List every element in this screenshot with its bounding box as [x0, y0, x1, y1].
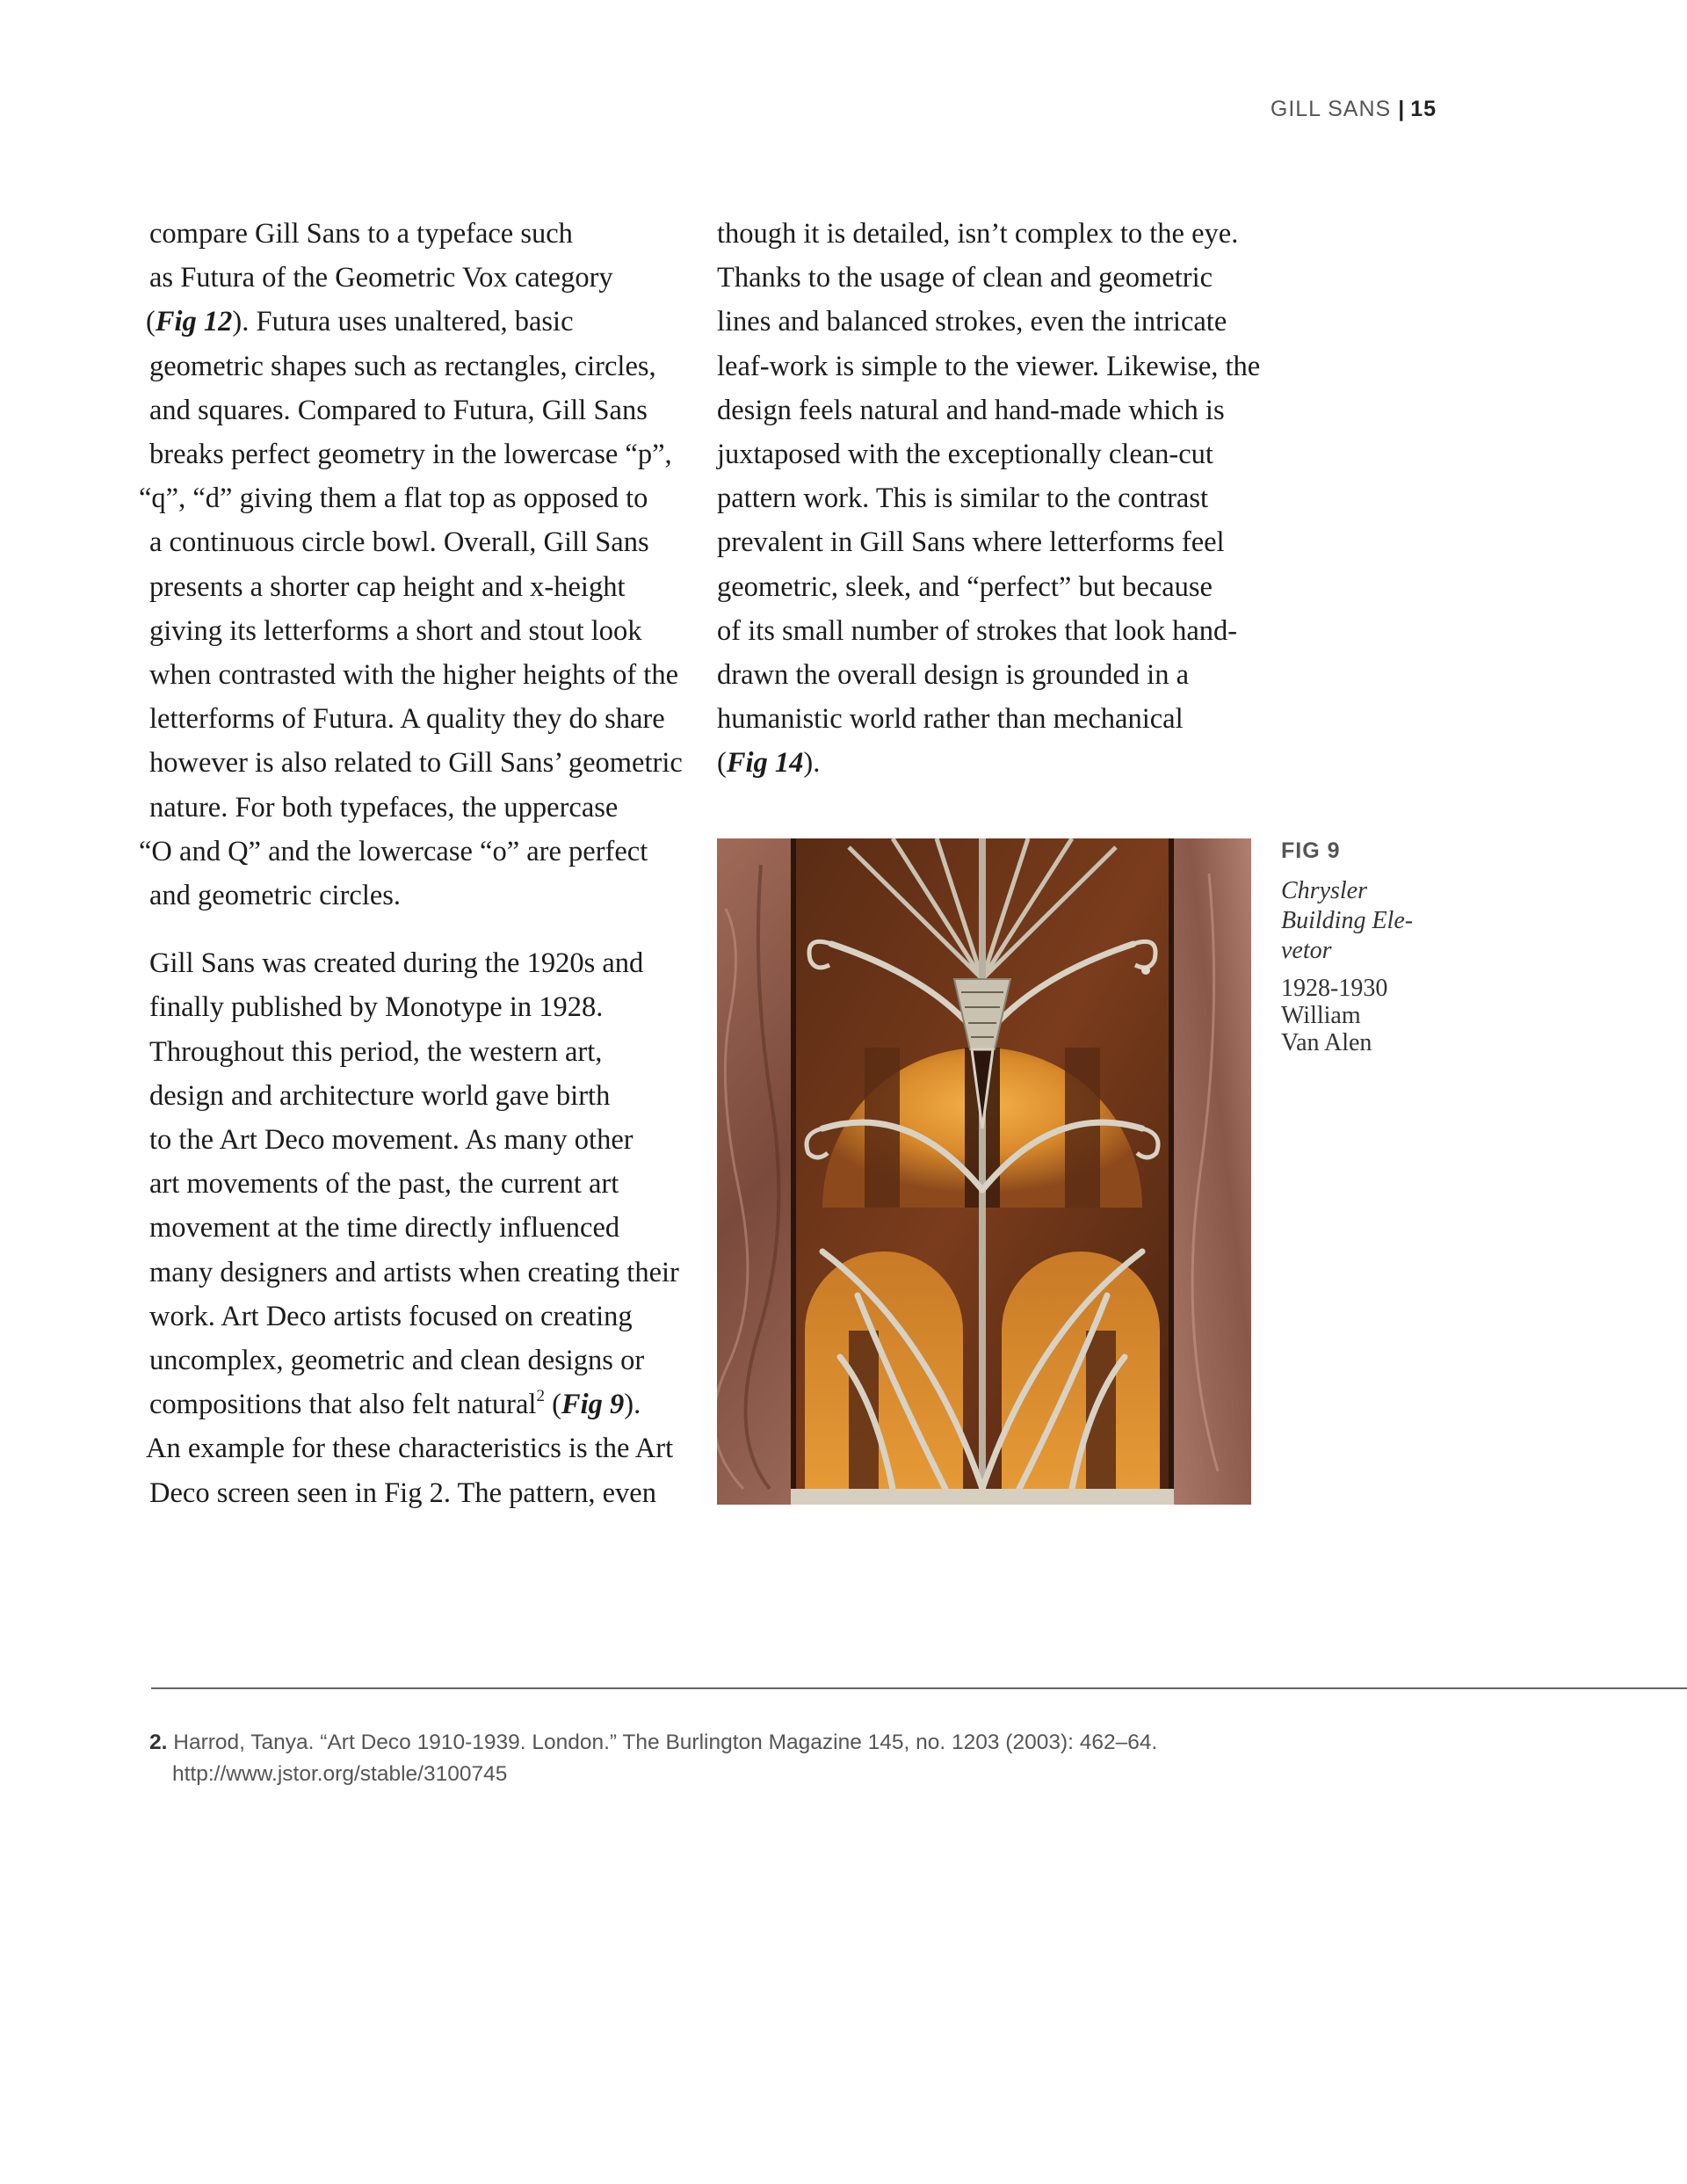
- text-line: Throughout this period, the western art,: [149, 1035, 603, 1068]
- text-line: compositions that also felt natural$^2$ (Fig 9).: [149, 1387, 641, 1421]
- text-line: (Fig 12). Futura uses unaltered, basic: [146, 306, 574, 338]
- figure-artist-last: Van Alen: [1281, 1029, 1372, 1056]
- text-line: and squares. Compared to Futura, Gill Sans: [149, 394, 648, 426]
- figure-title: Chrysler Building Ele- vetor: [1281, 877, 1414, 964]
- text-line: though it is detailed, isn’t complex to the eye.: [717, 218, 1239, 250]
- text-line: geometric shapes such as rectangles, circles,: [149, 350, 656, 382]
- text-line: “q”, “d” giving them a flat top as opposed to: [139, 483, 648, 515]
- text-line: breaks perfect geometry in the lowercase “p”,: [149, 439, 672, 471]
- text-line: to the Art Deco movement. As many other: [149, 1124, 634, 1157]
- text-line: design and architecture world gave birth: [149, 1079, 611, 1112]
- text-line: a continuous circle bowl. Overall, Gill Sans: [149, 526, 649, 559]
- text-line: geometric, sleek, and “perfect” but because: [717, 570, 1213, 603]
- text-line: of its small number of strokes that look hand-: [717, 614, 1238, 647]
- page-number: 15: [1410, 97, 1437, 121]
- footnote-url-link[interactable]: http://www.jstor.org/stable/3100745: [172, 1762, 508, 1786]
- text-line: prevalent in Gill Sans where letterforms feel: [717, 526, 1225, 559]
- running-header: [1271, 97, 1437, 122]
- text-line: lines and balanced strokes, even the intricate: [717, 306, 1227, 338]
- right-text-column: [717, 212, 1262, 786]
- footnote: [149, 1727, 1292, 1790]
- footnote-divider: [151, 1687, 1687, 1689]
- text-line: (Fig 14).: [717, 747, 821, 780]
- footnote-text: Harrod, Tanya. “Art Deco 1910-1939. London.” The Burlington Magazine 145, no. 1203 (2003): 462–64.: [173, 1731, 1158, 1754]
- section-title: GILL SANS: [1270, 97, 1392, 121]
- text-line: art movements of the past, the current art: [149, 1168, 619, 1201]
- header-separator: |: [1398, 97, 1406, 121]
- figure-caption: [1281, 838, 1457, 1056]
- text-line: compare Gill Sans to a typeface such: [149, 218, 573, 250]
- figure-meta: [1281, 975, 1457, 1056]
- text-line: drawn the overall design is grounded in a: [717, 659, 1190, 692]
- figure-artist-first: William: [1281, 1002, 1361, 1029]
- text-line: as Futura of the Geometric Vox category: [149, 262, 613, 294]
- text-line: “O and Q” and the lowercase “o” are perfect: [139, 835, 648, 867]
- text-line: humanistic world rather than mechanical: [717, 703, 1184, 736]
- footnote-number: 2.: [149, 1731, 168, 1754]
- text-line: finally published by Monotype in 1928.: [149, 991, 604, 1024]
- figure-label: FIG 9: [1281, 838, 1341, 863]
- text-line: design feels natural and hand-made which is: [717, 394, 1225, 426]
- fig9-reference[interactable]: Fig 9: [561, 1389, 625, 1421]
- fig14-reference[interactable]: Fig 14: [726, 747, 804, 780]
- text-line: Thanks to the usage of clean and geometric: [717, 262, 1213, 294]
- paragraph-gap: [149, 918, 694, 941]
- text-line: Gill Sans was created during the 1920s and: [149, 947, 644, 980]
- text-line: An example for these characteristics is the Art: [146, 1433, 674, 1465]
- figure-image-chrysler-elevator: [717, 838, 1251, 1505]
- text-line: work. Art Deco artists focused on creating: [149, 1300, 633, 1332]
- figure-date: 1928-1930: [1281, 975, 1388, 1002]
- text-line: when contrasted with the higher heights of the: [149, 659, 678, 692]
- text-line: pattern work. This is similar to the contrast: [717, 483, 1209, 515]
- text-line: letterforms of Futura. A quality they do share: [149, 703, 665, 736]
- text-line: leaf-work is simple to the viewer. Likewise, the: [717, 350, 1261, 382]
- text-line: giving its letterforms a short and stout look: [149, 614, 642, 647]
- fig12-reference[interactable]: Fig 12: [155, 306, 233, 338]
- text-line: nature. For both typefaces, the uppercase: [149, 791, 619, 824]
- left-text-column: [139, 212, 694, 1515]
- text-line: juxtaposed with the exceptionally clean-cut: [717, 439, 1213, 471]
- text-line: movement at the time directly influenced: [149, 1212, 620, 1244]
- text-line: presents a shorter cap height and x-height: [149, 570, 626, 603]
- footnote-marker[interactable]: 2: [536, 1387, 545, 1406]
- text-line: many designers and artists when creating their: [149, 1256, 679, 1288]
- text-line: Deco screen seen in Fig 2. The pattern, even: [149, 1477, 656, 1509]
- text-line: and geometric circles.: [149, 880, 402, 912]
- text-line: uncomplex, geometric and clean designs or: [149, 1345, 645, 1377]
- text-line: however is also related to Gill Sans’ geometric: [149, 747, 683, 780]
